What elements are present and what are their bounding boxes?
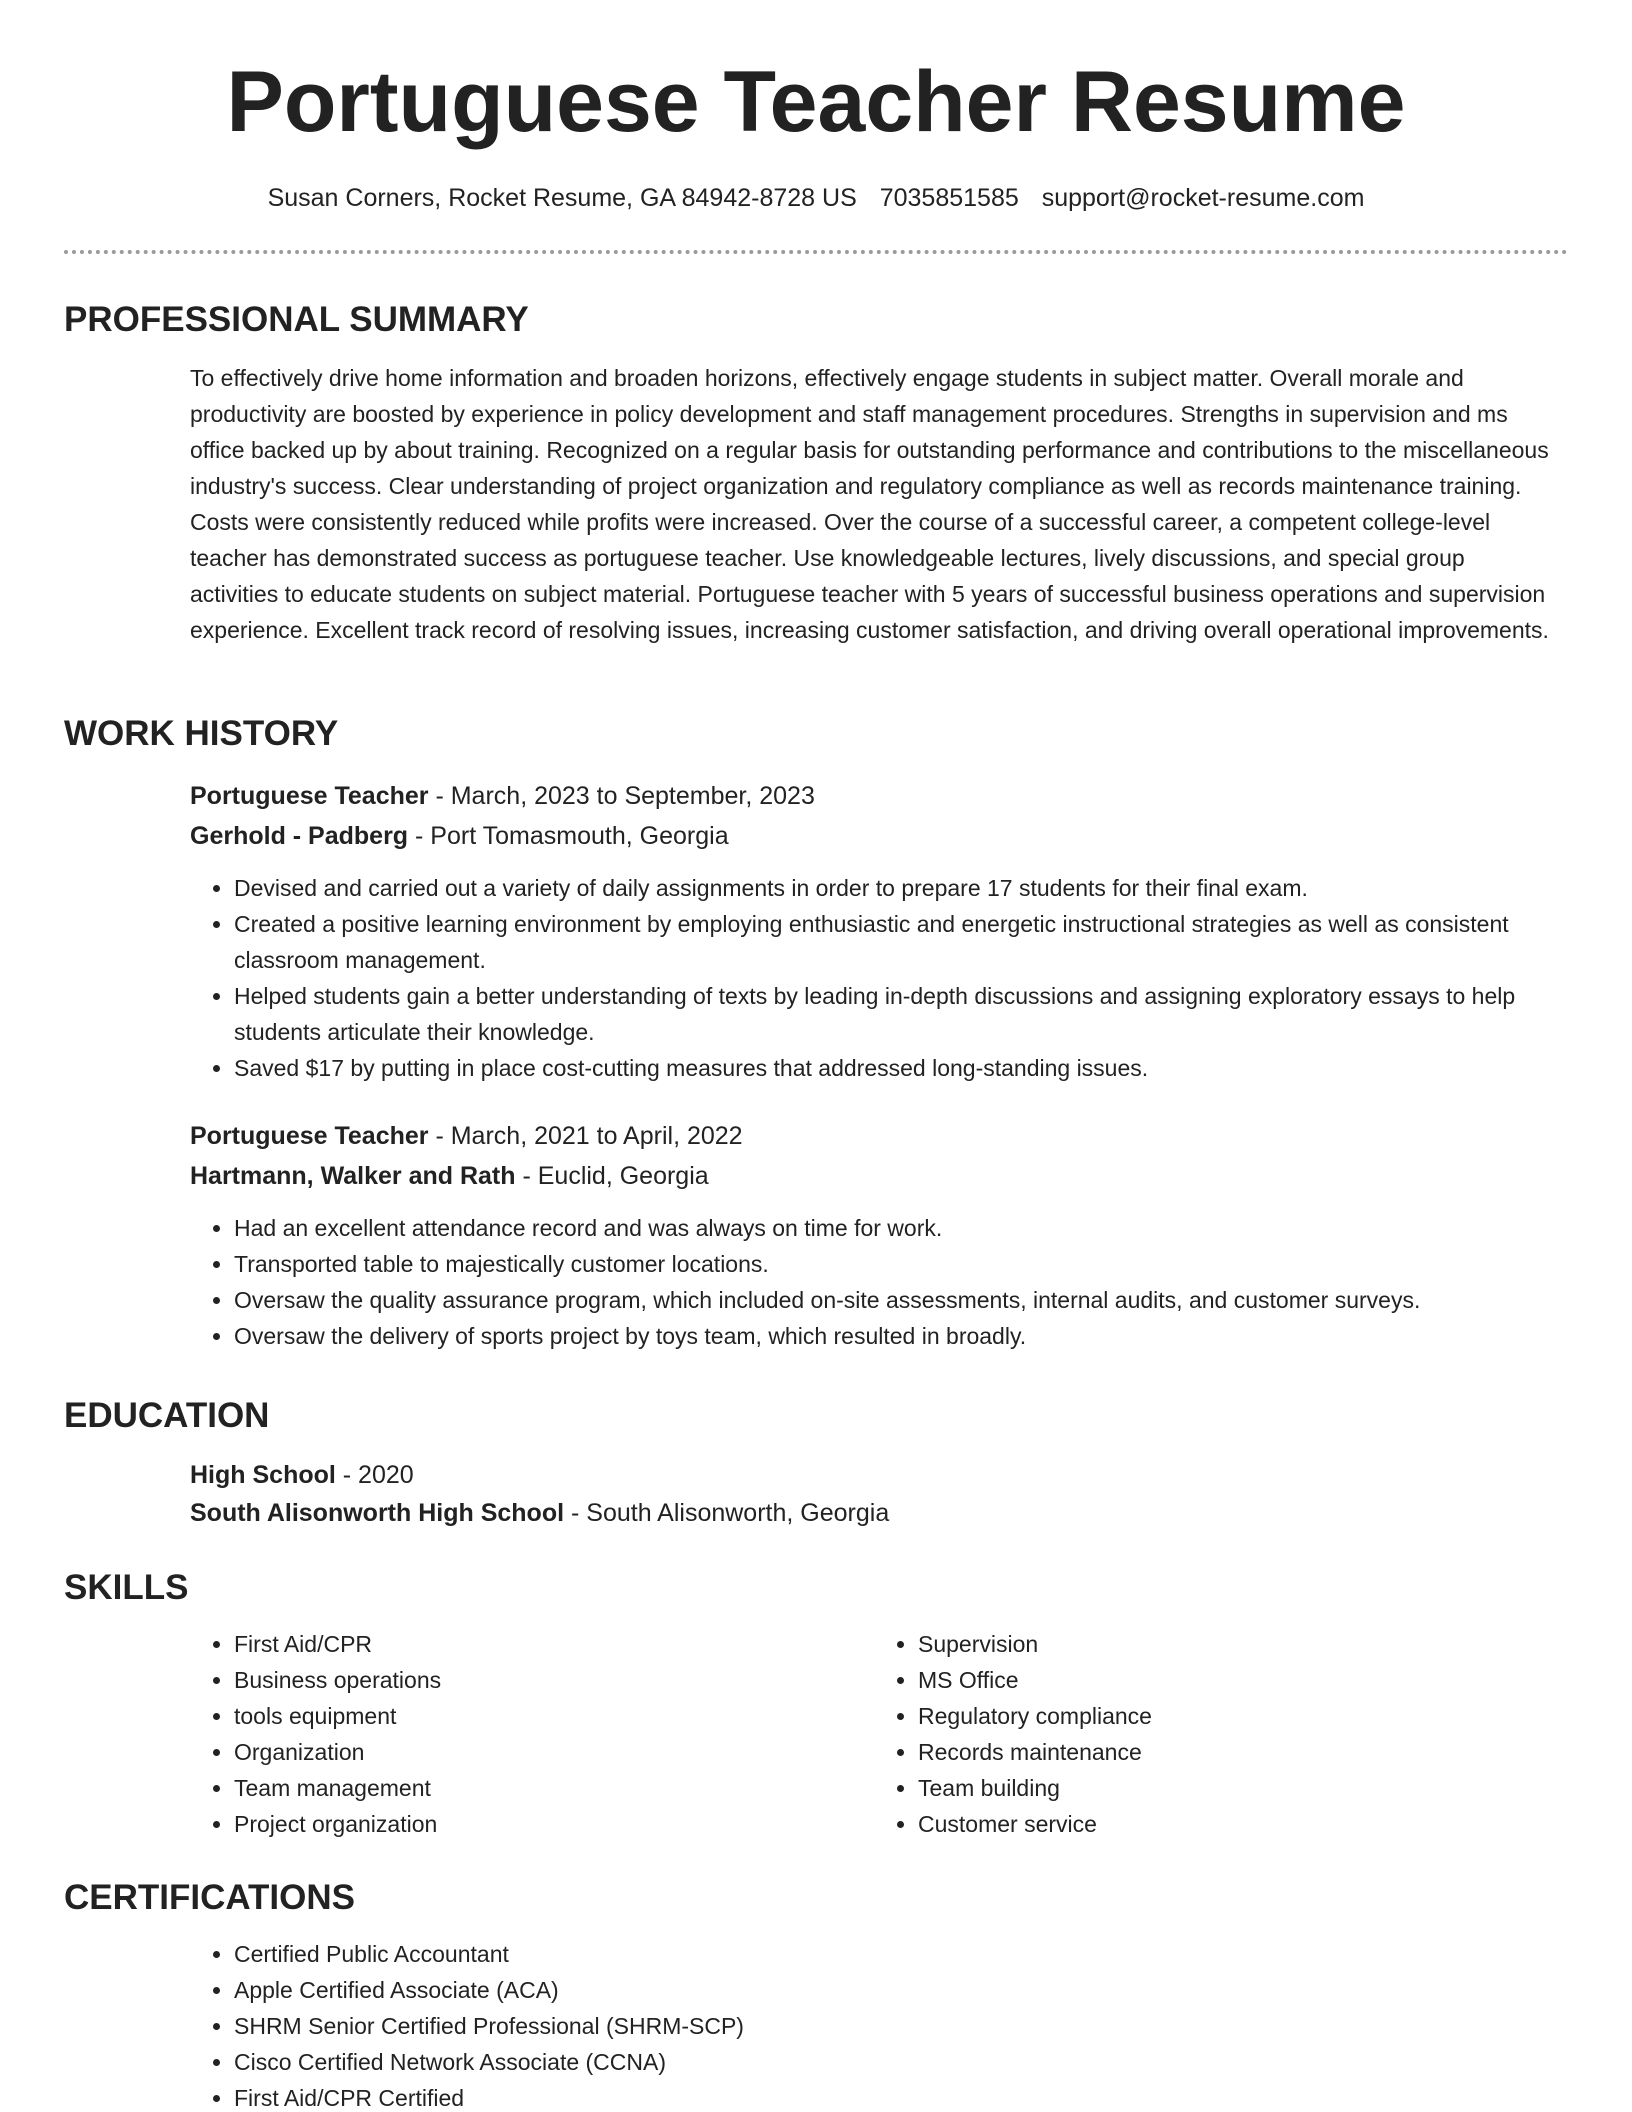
- education-location: - South Alisonworth, Georgia: [564, 1499, 890, 1527]
- skills-section: [64, 1566, 1568, 1842]
- education-degree-line: [190, 1456, 1558, 1494]
- job-bullet: • Created a positive learning environment by employing enthusiastic and energetic instructional strategies as well as consistent classroom management.: [234, 906, 1558, 978]
- work-history-section: [64, 712, 1568, 1354]
- skill-item: • Supervision: [918, 1626, 1558, 1662]
- job-bullet: • Devised and carried out a variety of daily assignments in order to prepare 17 students for their final exam.: [234, 870, 1558, 906]
- header-divider: [64, 250, 1568, 254]
- job-bullet-list: [190, 1210, 1558, 1354]
- certifications-list: [190, 1936, 1558, 2112]
- education-section: [64, 1394, 1568, 1532]
- page-title: Portuguese Teacher Resume: [226, 54, 1406, 150]
- skills-list-left: [190, 1626, 874, 1842]
- job-location: - Port Tomasmouth, Georgia: [408, 822, 729, 850]
- contact-email: support@rocket-resume.com: [1041, 184, 1365, 212]
- job-bullet: • Transported table to majestically customer locations.: [234, 1246, 1558, 1282]
- skill-item: • Team building: [918, 1770, 1558, 1806]
- job-dates: - March, 2023 to September, 2023: [428, 782, 815, 810]
- job-company: Gerhold - Padberg: [190, 822, 409, 850]
- skill-item: • Organization: [234, 1734, 874, 1770]
- contact-address: Susan Corners, Rocket Resume, GA 84942-8728 US: [267, 184, 857, 212]
- job-company-line: [190, 816, 1558, 856]
- education-degree: High School: [190, 1461, 336, 1489]
- education-school-line: [190, 1494, 1558, 1532]
- job-title: Portuguese Teacher: [190, 1122, 429, 1150]
- job-title-line: [190, 1116, 1558, 1156]
- skill-item: • MS Office: [918, 1662, 1558, 1698]
- summary-text: To effectively drive home information and broaden horizons, effectively engage students in subject matter. Overall morale and productivity are boosted by experience in policy development and staff management procedures. Strengths in supervision and ms office backed up by about training. Recognized on a regular basis for outstanding performance and contributions to the miscellaneous industry's success. Clear understanding of project organization and regulatory compliance as well as records maintenance training. Costs were consistently reduced while profits were increased. Over the course of a successful career, a competent college-level teacher has demonstrated success as portuguese teacher. Use knowledgeable lectures, lively discussions, and special group activities to educate students on subject material. Portuguese teacher with 5 years of successful business operations and supervision experience. Excellent track record of resolving issues, increasing customer satisfaction, and driving overall operational improvements.: [190, 365, 1549, 643]
- certification-item: • First Aid/CPR Certified: [234, 2080, 1558, 2112]
- work-history-heading: WORK HISTORY: [64, 714, 339, 753]
- skill-item: • Business operations: [234, 1662, 874, 1698]
- job-bullet: • Saved $17 by putting in place cost-cutting measures that addressed long-standing issues.: [234, 1050, 1558, 1086]
- job-company-line: [190, 1156, 1558, 1196]
- job-bullet-list: [190, 870, 1558, 1086]
- job-bullet: • Helped students gain a better understanding of texts by leading in-depth discussions and assigning exploratory essays to help students articulate their knowledge.: [234, 978, 1558, 1050]
- job-company: Hartmann, Walker and Rath: [190, 1162, 516, 1190]
- job-title-line: [190, 776, 1558, 816]
- summary-section: [64, 298, 1568, 648]
- education-year: - 2020: [335, 1461, 414, 1489]
- skills-list-right: [874, 1626, 1558, 1842]
- summary-heading: PROFESSIONAL SUMMARY: [64, 300, 529, 339]
- skill-item: • Customer service: [918, 1806, 1558, 1842]
- job-bullet: • Oversaw the delivery of sports project by toys team, which resulted in broadly.: [234, 1318, 1558, 1354]
- certification-item: • Apple Certified Associate (ACA): [234, 1972, 1558, 2008]
- education-heading: EDUCATION: [64, 1396, 270, 1435]
- job-dates: - March, 2021 to April, 2022: [428, 1122, 743, 1150]
- certification-item: • Cisco Certified Network Associate (CCNA): [234, 2044, 1558, 2080]
- job-bullet: • Oversaw the quality assurance program, which included on-site assessments, internal audits, and customer surveys.: [234, 1282, 1558, 1318]
- job-bullet: • Had an excellent attendance record and was always on time for work.: [234, 1210, 1558, 1246]
- skills-columns: [190, 1626, 1558, 1842]
- job-entry: [190, 1116, 1558, 1354]
- job-location: - Euclid, Georgia: [515, 1162, 709, 1190]
- certification-item: • SHRM Senior Certified Professional (SHRM-SCP): [234, 2008, 1558, 2044]
- skill-item: • First Aid/CPR: [234, 1626, 874, 1662]
- contact-line: [0, 180, 1632, 216]
- skill-item: • tools equipment: [234, 1698, 874, 1734]
- education-entry: [190, 1456, 1558, 1532]
- job-entry: [190, 776, 1558, 1086]
- skill-item: • Project organization: [234, 1806, 874, 1842]
- skill-item: • Team management: [234, 1770, 874, 1806]
- skills-heading: SKILLS: [64, 1568, 189, 1607]
- skill-item: • Records maintenance: [918, 1734, 1558, 1770]
- job-title: Portuguese Teacher: [190, 782, 429, 810]
- certification-item: • Certified Public Accountant: [234, 1936, 1558, 1972]
- certifications-heading: CERTIFICATIONS: [64, 1878, 356, 1917]
- skill-item: • Regulatory compliance: [918, 1698, 1558, 1734]
- contact-phone: 7035851585: [879, 184, 1019, 212]
- certifications-section: [64, 1876, 1568, 2112]
- education-school: South Alisonworth High School: [190, 1499, 565, 1527]
